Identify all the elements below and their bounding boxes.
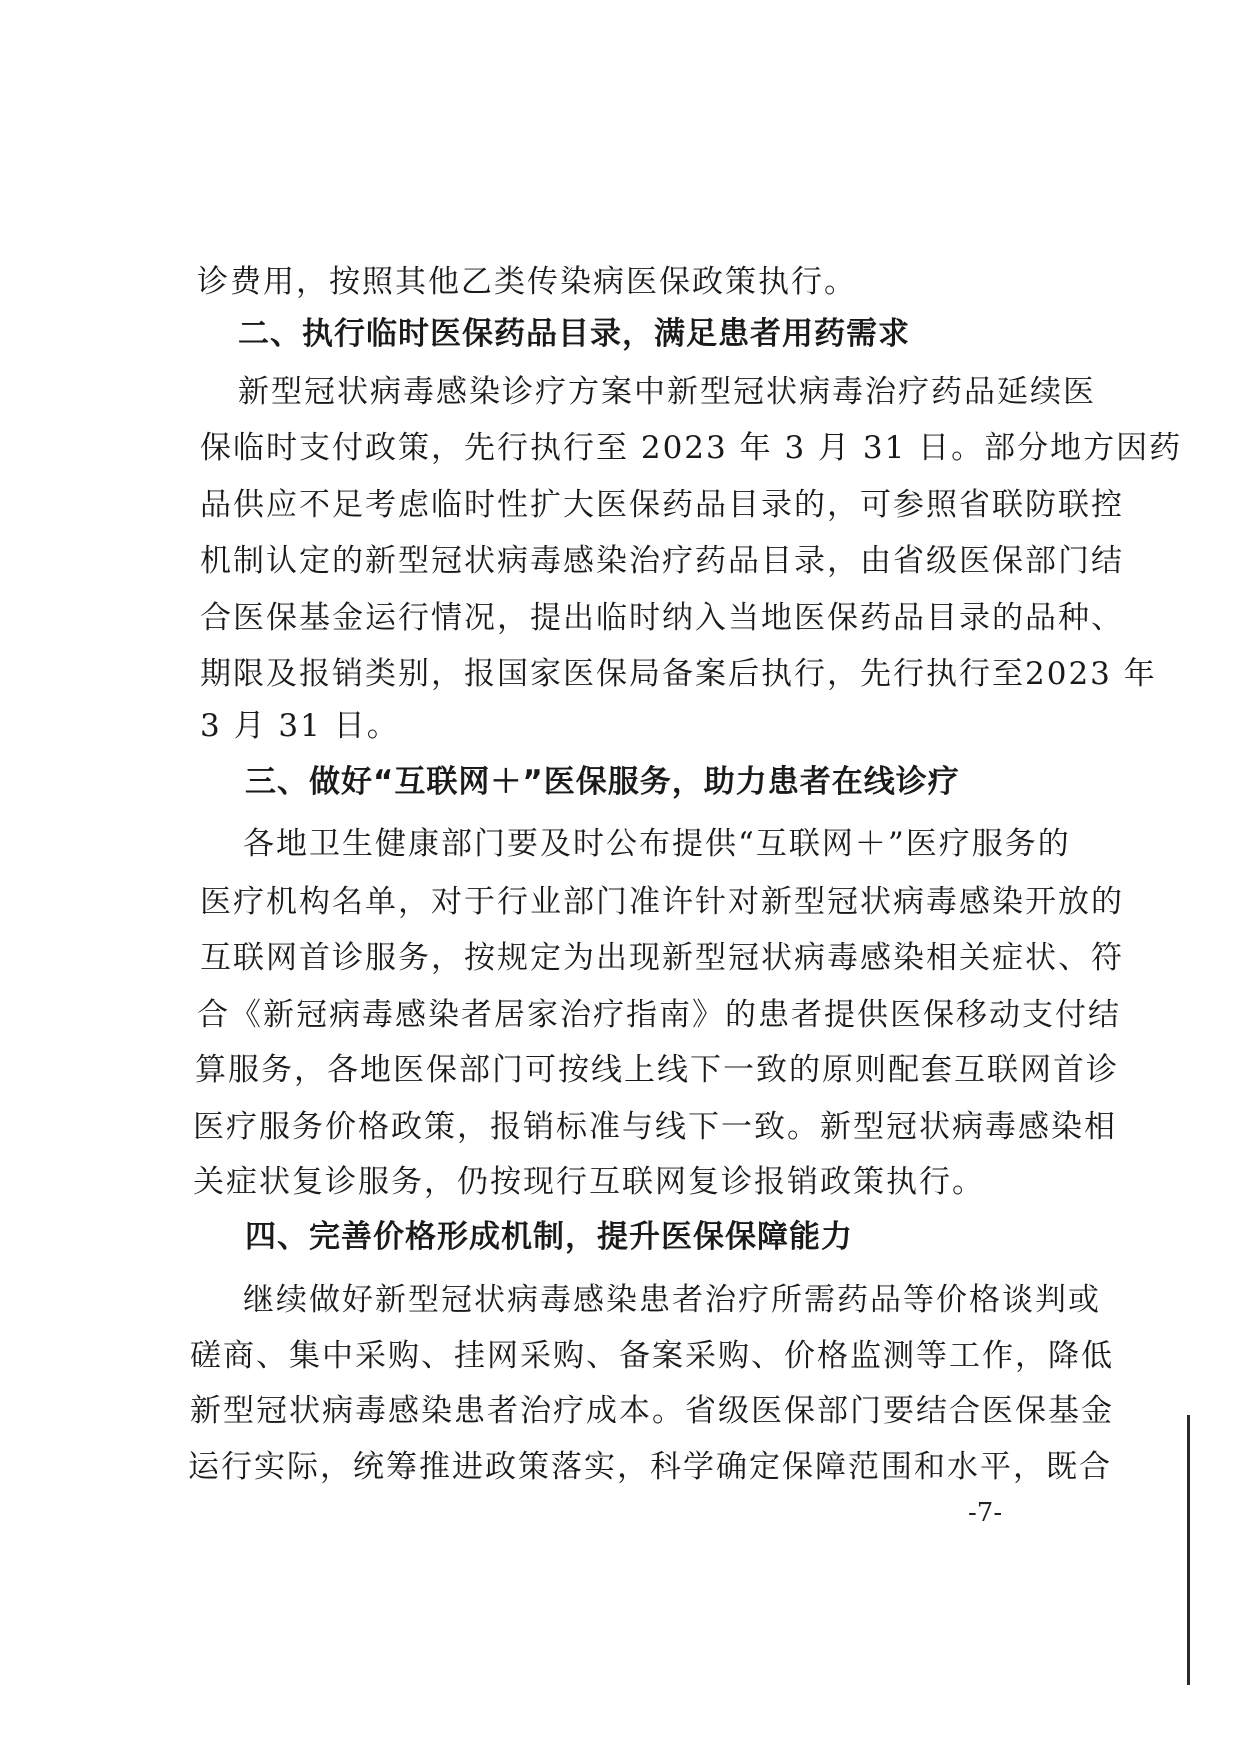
paragraph-line: 期限及报销类别，报国家医保局备案后执行，先行执行至2023 年 [200, 656, 1157, 692]
paragraph-line: 继续做好新型冠状病毒感染患者治疗所需药品等价格谈判或 [243, 1282, 1101, 1318]
paragraph-line: 算服务，各地医保部门可按线上线下一致的原则配套互联网首诊 [195, 1052, 1119, 1088]
paragraph-line: 互联网首诊服务，按规定为出现新型冠状病毒感染相关症状、符 [200, 940, 1124, 976]
scan-edge-line [1187, 1415, 1190, 1685]
paragraph-line: 诊费用，按照其他乙类传染病医保政策执行。 [197, 264, 857, 300]
paragraph-line: 磋商、集中采购、挂网采购、备案采购、价格监测等工作，降低 [190, 1338, 1114, 1374]
section-heading: 二、执行临时医保药品目录，满足患者用药需求 [238, 316, 910, 352]
paragraph-line: 合《新冠病毒感染者居家治疗指南》的患者提供医保移动支付结 [197, 997, 1121, 1033]
paragraph-line: 合医保基金运行情况，提出临时纳入当地医保药品目录的品种、 [200, 600, 1124, 636]
paragraph-line: 新型冠状病毒感染患者治疗成本。省级医保部门要结合医保基金 [190, 1393, 1114, 1429]
page-number: -7- [968, 1498, 1003, 1528]
paragraph-line: 医疗机构名单，对于行业部门准许针对新型冠状病毒感染开放的 [200, 884, 1124, 920]
paragraph-line: 3 月 31 日。 [200, 708, 400, 744]
paragraph-line: 关症状复诊服务，仍按现行互联网复诊报销政策执行。 [193, 1164, 985, 1200]
paragraph-line: 保临时支付政策，先行执行至 2023 年 3 月 31 日。部分地方因药 [200, 430, 1183, 466]
section-heading: 三、做好“互联网＋”医保服务，助力患者在线诊疗 [245, 764, 960, 800]
paragraph-line: 机制认定的新型冠状病毒感染治疗药品目录，由省级医保部门结 [200, 543, 1124, 579]
paragraph-line: 新型冠状病毒感染诊疗方案中新型冠状病毒治疗药品延续医 [238, 374, 1096, 410]
paragraph-line: 运行实际，统筹推进政策落实，科学确定保障范围和水平，既合 [188, 1449, 1112, 1485]
paragraph-line: 各地卫生健康部门要及时公布提供“互联网＋”医疗服务的 [243, 826, 1071, 862]
paragraph-line: 品供应不足考虑临时性扩大医保药品目录的，可参照省联防联控 [200, 487, 1124, 523]
paragraph-line: 医疗服务价格政策，报销标准与线下一致。新型冠状病毒感染相 [193, 1109, 1117, 1145]
section-heading: 四、完善价格形成机制，提升医保保障能力 [245, 1219, 853, 1255]
